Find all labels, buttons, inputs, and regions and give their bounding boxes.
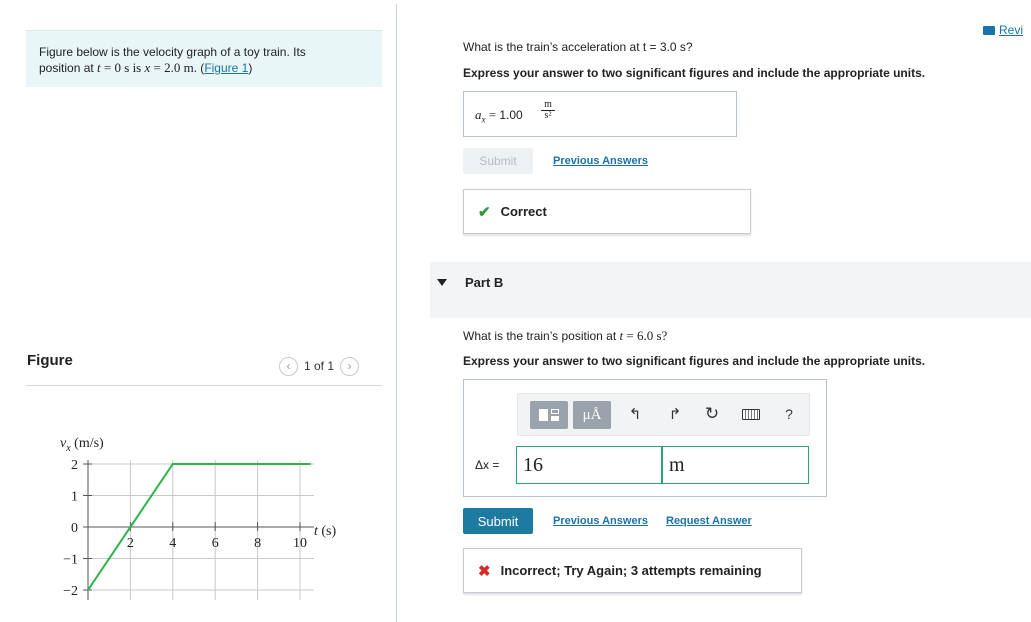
graph-ticks (63, 458, 307, 599)
y-axis-label: $v_x$ (m/s) (60, 436, 104, 454)
partB-input-label: Δx = (475, 458, 500, 472)
t-var: t (97, 60, 101, 75)
left-panel (0, 0, 396, 622)
panel-divider (396, 4, 397, 622)
partB-label: Part B (465, 275, 504, 290)
partB-question: What is the train’s position at t = 6.0 s? (463, 328, 668, 343)
cross-icon: ✖ (478, 562, 491, 580)
undo-icon[interactable]: ↰ (628, 406, 642, 423)
partB-instruction: Express your answer to two significant figures and include the appropriate units. (463, 354, 926, 368)
templates-button[interactable] (530, 401, 568, 429)
intro-line1: Figure below is the velocity graph of a toy train. Its (39, 45, 306, 59)
keyboard-icon[interactable] (740, 403, 762, 425)
partA-answer: $a_x = 1.00$ (475, 107, 523, 125)
partB-previous-answers-link[interactable]: Previous Answers (553, 515, 648, 527)
partA-answer-box (463, 91, 737, 137)
y-tick-label: −2 (63, 584, 78, 599)
y-tick-label: 0 (71, 521, 78, 536)
x-tick-label: 10 (293, 536, 307, 551)
partB-feedback: ✖ Incorrect; Try Again; 3 attempts remaining (463, 548, 802, 593)
review-link[interactable]: Revi (983, 23, 1023, 37)
partB-unit-input[interactable]: m (662, 446, 809, 484)
partA-previous-answers-link[interactable]: Previous Answers (553, 155, 648, 167)
checkmark-icon: ✔ (478, 203, 491, 221)
velocity-graph (40, 420, 370, 620)
y-tick-label: 1 (71, 489, 78, 505)
partA-submit-button[interactable]: Submit (463, 148, 533, 174)
partB-value-input[interactable]: 16 (516, 446, 662, 484)
partA-feedback: ✔ Correct (463, 189, 751, 234)
partA-unit: m s² (541, 100, 555, 121)
partB-header[interactable] (430, 262, 1031, 318)
partA-question: What is the train’s acceleration at t = 3.0 s? (463, 40, 693, 54)
graph-axes (88, 460, 314, 600)
figure-divider (26, 385, 382, 386)
partB-submit-button[interactable]: Submit (463, 508, 533, 534)
pager-text: 1 of 1 (304, 359, 335, 373)
chevron-left-icon: ‹ (286, 359, 291, 373)
figure-link[interactable]: Figure 1 (204, 61, 249, 75)
reset-icon[interactable]: ↻ (704, 404, 720, 423)
collapse-triangle-icon[interactable] (437, 279, 447, 286)
next-figure-button[interactable] (340, 357, 359, 376)
y-tick-label: 2 (71, 458, 78, 473)
graph-grid (88, 460, 314, 600)
chevron-right-icon: › (347, 359, 352, 373)
x-tick-label: 8 (254, 536, 262, 551)
help-icon[interactable]: ? (785, 406, 793, 422)
partA-value: 1.00 (499, 108, 523, 122)
redo-icon[interactable]: ↱ (668, 406, 682, 423)
figure-title: Figure (27, 352, 73, 369)
y-tick-label: −1 (63, 552, 78, 568)
partB-request-answer-link[interactable]: Request Answer (666, 515, 752, 527)
prev-figure-button[interactable] (279, 357, 298, 376)
x-tick-label: 2 (126, 536, 134, 551)
figure-pager (279, 355, 359, 377)
units-button[interactable]: μÅ (573, 401, 611, 429)
problem-intro (26, 30, 382, 87)
partA-instruction: Express your answer to two significant figures and include the appropriate units. (463, 66, 926, 80)
x-var: x (144, 60, 151, 75)
book-icon (983, 26, 995, 35)
templates-icon (539, 409, 559, 421)
x-axis-label: t (s) (314, 524, 337, 539)
x-tick-label: 4 (169, 536, 177, 551)
x-tick-label: 6 (211, 536, 219, 551)
intro-line2: position at t = 0 s is x = 2.0 m. (Figure 1) (39, 60, 253, 75)
